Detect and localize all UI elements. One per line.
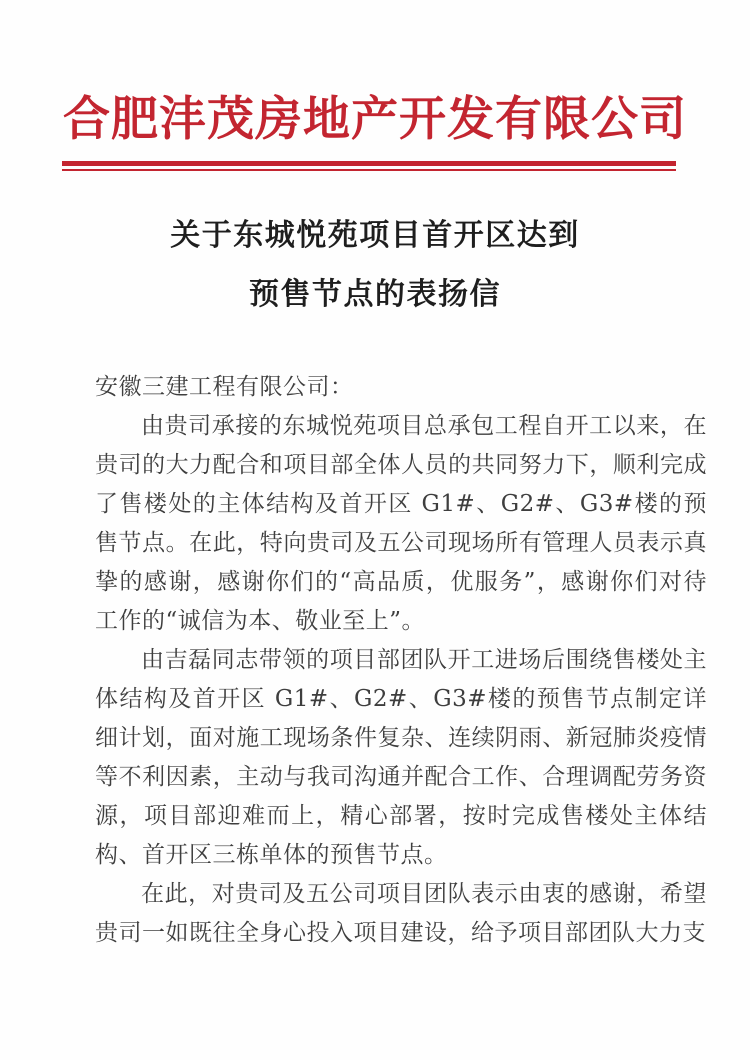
letterhead-company-name: 合肥沣茂房地产开发有限公司 [63, 92, 687, 147]
letter-body [95, 368, 707, 953]
document-title [0, 206, 750, 324]
document-title-line-2: 预售节点的表扬信 [249, 277, 501, 312]
document-title-line-1: 关于东城悦苑项目首开区达到 [170, 218, 580, 253]
salutation: 安徽三建工程有限公司： [95, 374, 354, 400]
letterhead-rule-thick-line [62, 161, 676, 166]
paragraph-3: 在此，对贵司及五公司项目团队表示由衷的感谢，希望贵司一如既往全身心投入项目建设，给予项目部团队大力支 [95, 881, 707, 946]
letterhead-rule-thin-line [62, 169, 676, 171]
paragraph-1: 由贵司承接的东城悦苑项目总承包工程自开工以来，在贵司的大力配合和项目部全体人员的共同努力下，顺利完成了售楼处的主体结构及首开区 G1#、G2#、G3#楼的预售节点。在此，特向贵司及五公司现场所有管理人员表示真挚的感谢，感谢你们的“高品质，优服务”，感谢你们对待工作的“诚信为本、敬业至上”。 [95, 413, 707, 634]
paragraph-2: 由吉磊同志带领的项目部团队开工进场后围绕售楼处主体结构及首开区 G1#、G2#、G3#楼的预售节点制定详细计划，面对施工现场条件复杂、连续阴雨、新冠肺炎疫情等不利因素，主动与我司沟通并配合工作、合理调配劳务资源，项目部迎难而上，精心部署，按时完成售楼处主体结构、首开区三栋单体的预售节点。 [95, 647, 707, 868]
letterhead-divider-rule [62, 161, 676, 171]
